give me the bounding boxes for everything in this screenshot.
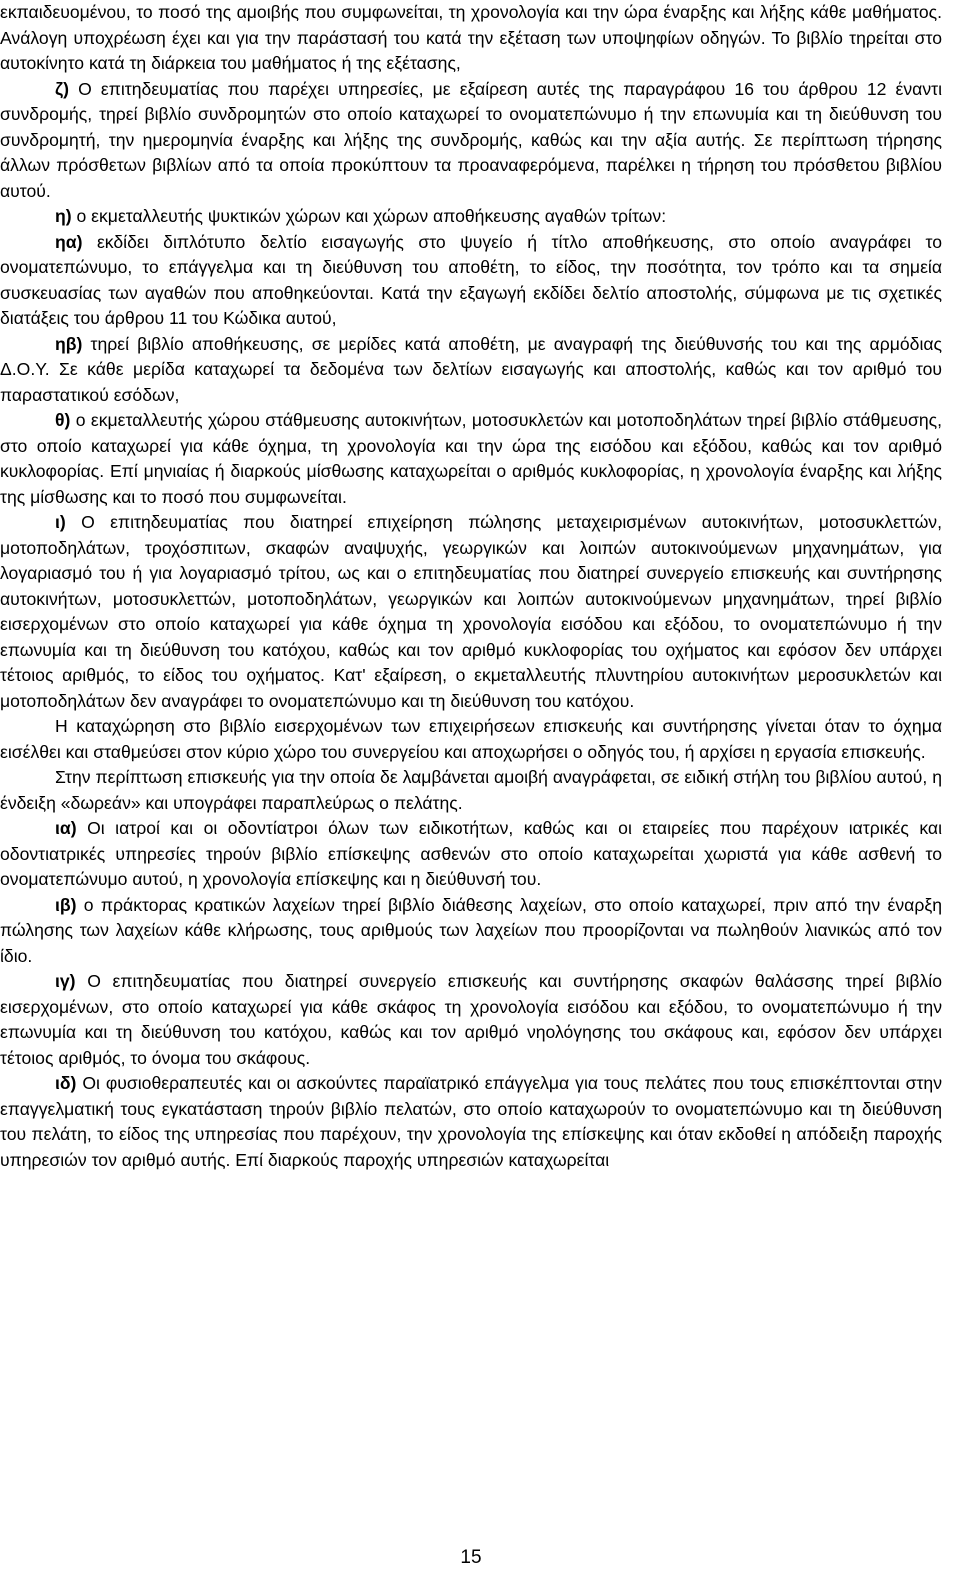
paragraph-text: Ο επιτηδευματίας που διατηρεί συνεργείο επισκευής και συντήρησης σκαφών θαλάσσης τηρεί βιβλίο εισερχομένων, στο οποίο καταχωρεί για κάθε σκάφος τη χρονολογία εισόδου και εξόδου, το ονοματεπώνυμο ή την επωνυμία και τη διεύθυνση του κατόχου, καθώς και τον αριθμό νηολόγησης του σκάφους και, εφόσον δεν υπάρχει τέτοιος αριθμός, το όνομα του σκάφους. [0, 971, 942, 1068]
paragraph-iota [0, 510, 942, 714]
paragraph-text: Οι ιατροί και οι οδοντίατροι όλων των ειδικοτήτων, καθώς και οι εταιρείες που παρέχουν ιατρικές και οδοντιατρικές υπηρεσίες τηρούν βιβλίο επίσκεψης ασθενών στο οποίο καταχωρείται χωριστά για κάθε ασθενή το ονοματεπώνυμο αυτού, η χρονολογία επίσκεψης και η διεύθυνσή του. [0, 818, 942, 889]
paragraph-text: Ο επιτηδευματίας που διατηρεί επιχείρηση πώλησης μεταχειρισμένων αυτοκινήτων, μοτοσυκλεττών, μοτοποδηλάτων, τροχόσπιτων, σκαφών αναψυχής, γεωργικών και λοιπών αυτοκινούμενων μηχανημάτων, για λογαριασμό του ή για λογαριασμό τρίτου, ως και ο επιτηδευματίας που διατηρεί συνεργείο επισκευής και συντήρησης αυτοκινήτων, μοτοσυκλεττών, μοτοποδηλάτων, γεωργικών και λοιπών αυτοκινούμενων μηχανημάτων, τηρεί βιβλίο εισερχομένων στο οποίο καταχωρεί για κάθε όχημα τη χρονολογία εισόδου και εξόδου, το ονοματεπώνυμο ή την επωνυμία και τη διεύθυνση του κατόχου, καθώς και τον αριθμό κυκλοφορίας του οχήματος και εφόσον δεν υπάρχει τέτοιος αριθμός, το είδος του οχήματος. Κατ' εξαίρεση, ο εκμεταλλευτής πλυντηρίου αυτοκινήτων μεροσυκλετών και μοτοποδηλάτων δεν αναγράφει το ονοματεπώνυμο και τη διεύθυνση του κατόχου. [0, 512, 942, 711]
paragraph-text: εκπαιδευομένου, το ποσό της αμοιβής που συμφωνείται, τη χρονολογία και την ώρα έναρξης και λήξης κάθε μαθήματος. Ανάλογη υποχρέωση έχει και για την παράστασή του κατά την εξέταση των υποψηφίων οδηγών. Το βιβλίο τηρείται στο αυτοκίνητο κατά τη διάρκεια του μαθήματος ή της εξέτασης, [0, 2, 942, 73]
paragraph-registration [0, 714, 942, 765]
paragraph-text: Οι φυσιοθεραπευτές και οι ασκούντες παραϊατρικό επάγγελμα για τους πελάτες που τους επισκέπτονται στην επαγγελματική τους εγκατάσταση τηρούν βιβλίο πελατών, στο οποίο καταχωρούν το ονοματεπώνυμο και τη διεύθυνση του πελάτη, το είδος της υπηρεσίας που παρέχουν, την χρονολογία της επίσκεψης και όταν εκδοθεί η απόδειξη παροχής υπηρεσιών τον αριθμό αυτής. Επί διαρκούς παροχής υπηρεσιών καταχωρείται [0, 1073, 942, 1170]
paragraph-label: η) [55, 206, 72, 226]
paragraph-text: εκδίδει διπλότυπο δελτίο εισαγωγής στο ψυγείο ή τίτλο αποθήκευσης, στο οποίο αναγράφει το ονοματεπώνυμο, το επάγγελμα και τη διεύθυνση του αποθέτη, το είδος, την ποσότητα, τον τρόπο και τα σημεία συσκευασίας των αγαθών που αποθηκεύονται. Κατά την εξαγωγή εκδίδει δελτίο αποστολής, σύμφωνα με τις σχετικές διατάξεις του άρθρου 11 του Κώδικα αυτού, [0, 231, 942, 328]
paragraph-label: ιγ) [55, 971, 76, 991]
paragraph-label: ιδ) [55, 1073, 77, 1093]
page-number: 15 [460, 1547, 482, 1568]
paragraph-text: Στην περίπτωση επισκευής για την οποία δε λαμβάνεται αμοιβή αναγράφεται, σε ειδική στήλη του βιβλίου αυτού, η ένδειξη «δωρεάν» και υπογράφει παραπλεύρως ο πελάτης. [0, 767, 942, 813]
paragraph-free-repair [0, 765, 942, 816]
paragraph-text: ο εκμεταλλευτής χώρου στάθμευσης αυτοκινήτων, μοτοσυκλετών και μοτοποδηλάτων τηρεί βιβλίο στάθμευσης, στο οποίο καταχωρεί για κάθε όχημα, τη χρονολογία και την ώρα της εισόδου και εξόδου, καθώς και τον αριθμό κυκλοφορίας. Επί μηνιαίας ή διαρκούς μίσθωσης καταχωρείται ο αριθμός κυκλοφορίας, η χρονολογία έναρξης και λήξης της μίσθωσης και το ποσό που συμφωνείται. [0, 410, 942, 507]
paragraph-iota-a [0, 816, 942, 893]
paragraph-text: ο πράκτορας κρατικών λαχείων τηρεί βιβλίο διάθεσης λαχείων, στο οποίο καταχωρεί, πριν από την έναρξη πώλησης των λαχείων κάθε κλήρωσης, τους αριθμούς των λαχείων που προορίζονται να πωληθούν λιανικώς από τον ίδιο. [0, 894, 942, 966]
paragraph-label: ηβ) [55, 333, 83, 354]
paragraph-theta [0, 408, 942, 510]
paragraph-label: ια) [55, 818, 77, 838]
paragraph-eta-a [0, 230, 942, 332]
paragraph-iota-d [0, 1071, 942, 1173]
paragraph-iota-b [0, 893, 942, 970]
paragraph-continuation [0, 0, 942, 77]
paragraph-label: ηα) [55, 231, 83, 252]
paragraph-label: θ) [55, 410, 71, 430]
paragraph-text: Ο επιτηδευματίας που παρέχει υπηρεσίες, με εξαίρεση αυτές της παραγράφου 16 του άρθρου 12 έναντι συνδρομής, τηρεί βιβλίο συνδρομητών στο οποίο καταχωρεί το ονοματεπώνυμο ή την επωνυμία και τη διεύθυνση του συνδρομητή, την ημερομηνία έναρξης και λήξης της συνδρομής, καθώς και την αξία αυτής. Σε περίπτωση τήρησης άλλων πρόσθετων βιβλίων από τα οποία προκύπτουν τα προαναφερόμενα, παρέλκει η τήρηση του πρόσθετου βιβλίου αυτού. [0, 78, 942, 201]
paragraph-zeta [0, 77, 942, 205]
paragraph-text: Η καταχώρηση στο βιβλίο εισερχομένων των επιχειρήσεων επισκευής και συντήρησης γίνεται όταν το όχημα εισέλθει και σταθμεύσει στον κύριο χώρο του συνεργείου και αποχωρήσει ο οδηγός του, ή αρχίσει η εργασία επισκευής. [0, 716, 942, 762]
paragraph-text: τηρεί βιβλίο αποθήκευσης, σε μερίδες κατά αποθέτη, με αναγραφή της διεύθυνσής του και της αρμόδιας Δ.Ο.Υ. Σε κάθε μερίδα καταχωρεί τα δεδομένα των δελτίων εισαγωγής και αποστολής, καθώς και τον αριθμό του παραστατικού εσόδων, [0, 333, 942, 405]
paragraph-text: ο εκμεταλλευτής ψυκτικών χώρων και χώρων αποθήκευσης αγαθών τρίτων: [71, 206, 667, 226]
paragraph-iota-c [0, 969, 942, 1071]
paragraph-label: ζ) [55, 78, 69, 99]
paragraph-label: ι) [55, 512, 66, 532]
paragraph-label: ιβ) [55, 894, 77, 915]
paragraph-eta [0, 204, 942, 230]
paragraph-eta-b [0, 332, 942, 409]
